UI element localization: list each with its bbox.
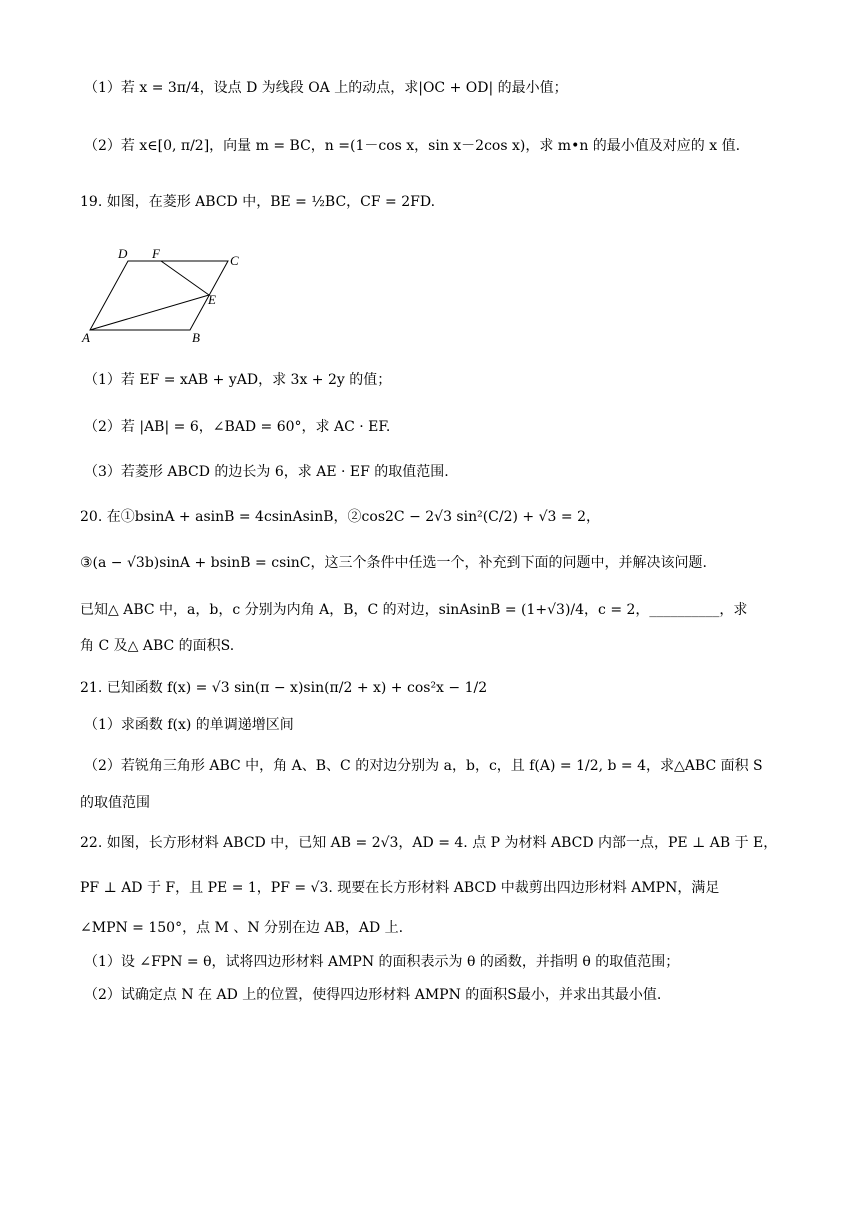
problem-18-part2: （2）若 x∈[0, π/2]，向量 m = BC，n =(1－cos x，sin x－2cos x)，求 m•n 的最小值及对应的 x 值. xyxy=(84,138,741,154)
problem-21-stem: 21. 已知函数 f(x) = √3 sin(π − x)sin(π/2 + x) + cos²x − 1/2 xyxy=(80,680,488,696)
rhombus-figure xyxy=(80,240,260,350)
problem-19-part1: （1）若 EF = xAB + yAD，求 3x + 2y 的值； xyxy=(84,372,392,388)
problem-22-part1: （1）设 ∠FPN = θ，试将四边形材料 AMPN 的面积表示为 θ 的函数，并指明 θ 的取值范围； xyxy=(84,954,680,970)
problem-20-line2: ③(a − √3b)sinA + bsinB = csinC，这三个条件中任选一个，补充到下面的问题中，并解决该问题. xyxy=(80,555,707,571)
problem-19-stem: 19. 如图，在菱形 ABCD 中，BE = ½BC，CF = 2FD. xyxy=(80,194,436,210)
problem-22-part2: （2）试确定点 N 在 AD 上的位置，使得四边形材料 AMPN 的面积S最小，并求出其最小值. xyxy=(84,987,662,1003)
problem-19-part3: （3）若菱形 ABCD 的边长为 6，求 AE · EF 的取值范围. xyxy=(84,464,449,480)
problem-22-line3: ∠MPN = 150°，点 M 、N 分别在边 AB，AD 上. xyxy=(80,920,404,936)
problem-22-line1: 22. 如图，长方形材料 ABCD 中，已知 AB = 2√3，AD = 4. 点 P 为材料 ABCD 内部一点，PE ⊥ AB 于 E， xyxy=(80,835,778,851)
label-a: A xyxy=(82,330,90,345)
label-b: B xyxy=(192,330,200,345)
problem-22-line2: PF ⊥ AD 于 F，且 PE = 1，PF = √3. 现要在长方形材料 ABCD 中裁剪出四边形材料 AMPN，满足 xyxy=(80,880,720,896)
problem-21-part2: （2）若锐角三角形 ABC 中，角 A、B、C 的对边分别为 a，b，c，且 f(A) = 1/2, b = 4，求△ABC 面积 S xyxy=(84,758,763,774)
segment-ef xyxy=(161,261,209,295)
problem-21-part1: （1）求函数 f(x) 的单调递增区间 xyxy=(84,717,294,733)
label-c: C xyxy=(230,253,239,268)
problem-18-part1: （1）若 x = 3π/4，设点 D 为线段 OA 上的动点，求|OC + OD| 的最小值； xyxy=(84,80,568,96)
problem-20-line1: 20. 在①bsinA + asinB = 4csinAsinB，②cos2C − 2√3 sin²(C/2) + √3 = 2， xyxy=(80,509,600,525)
problem-20-line4: 角 C 及△ ABC 的面积S. xyxy=(80,638,235,654)
problem-19-part2: （2）若 |AB| = 6，∠BAD = 60°，求 AC · EF. xyxy=(84,419,391,435)
label-d: D xyxy=(118,246,128,261)
label-f: F xyxy=(152,246,160,261)
segment-ae xyxy=(90,295,209,330)
problem-21-part2-cont: 的取值范围 xyxy=(80,795,150,811)
problem-20-line3: 已知△ ABC 中，a，b，c 分别为内角 A，B，C 的对边，sinAsinB = (1+√3)/4，c = 2，__________，求 xyxy=(80,602,748,618)
label-e: E xyxy=(208,292,216,307)
